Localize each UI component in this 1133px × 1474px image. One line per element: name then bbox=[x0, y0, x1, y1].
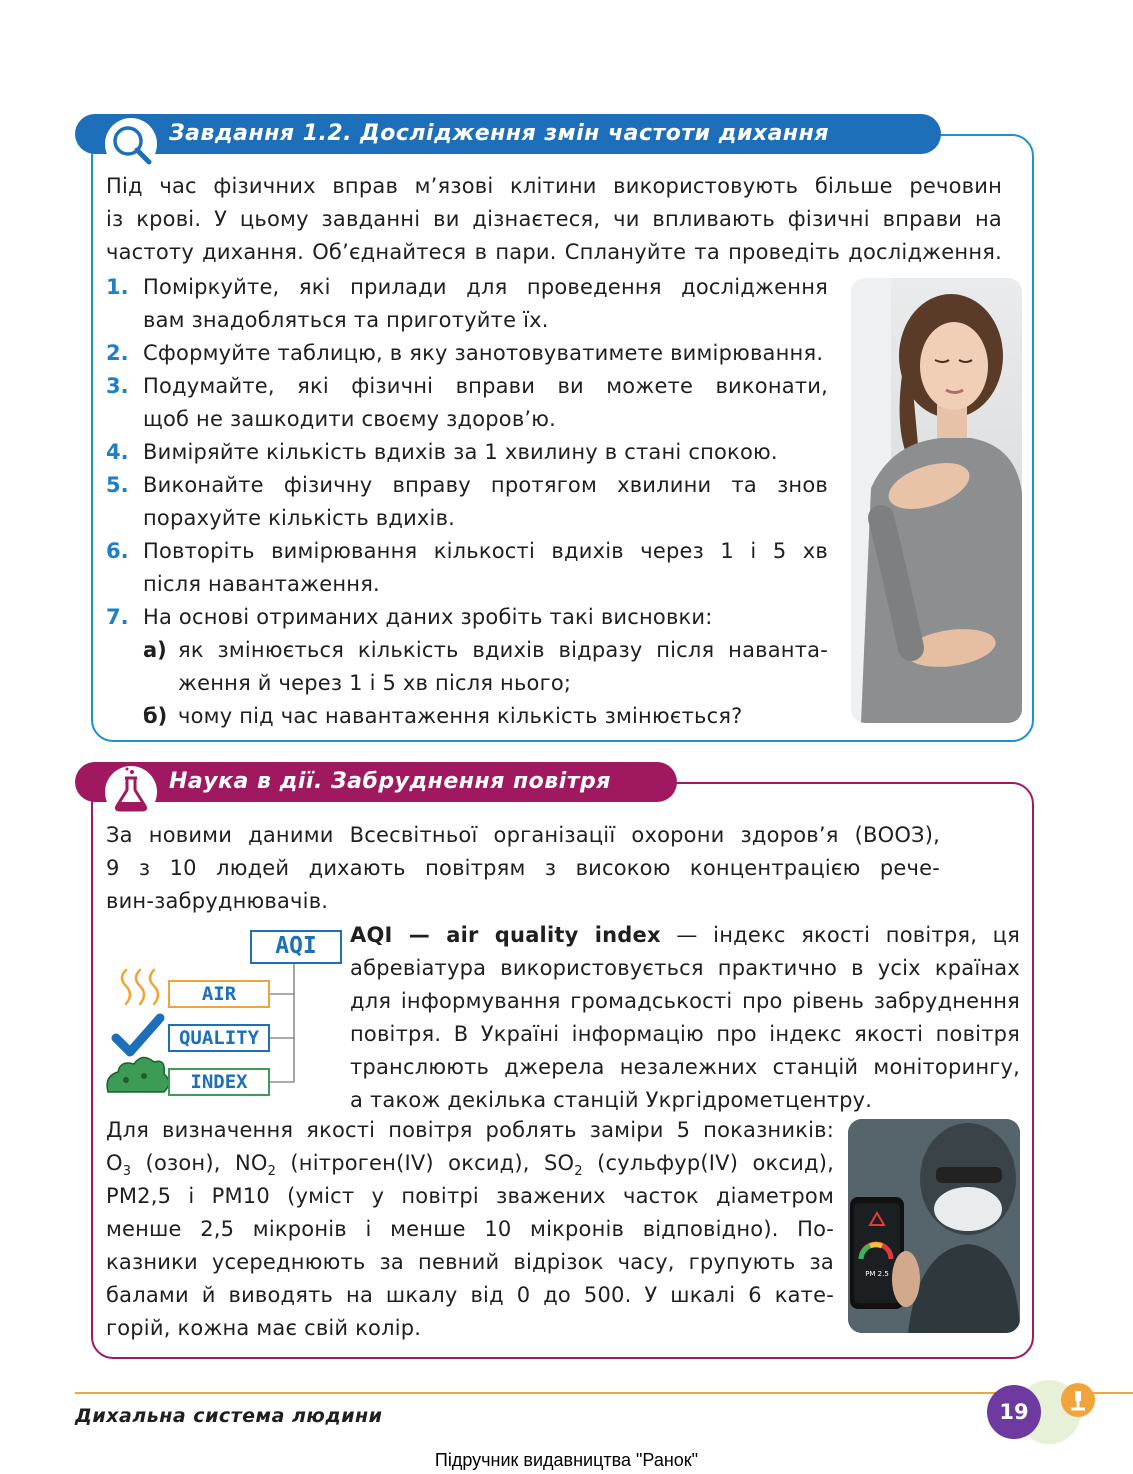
task-intro-line: частоту дихання. Об’єднайтеся в пари. Сплануйте та проведіть дослідження. bbox=[106, 240, 1002, 264]
science-intro-line: 9 з 10 людей дихають повітрям з високою концентрацією рече- bbox=[106, 856, 940, 880]
measurement-line: PM2,5 і PM10 (уміст у повітрі зважених часток діаметром bbox=[106, 1184, 834, 1208]
task-intro bbox=[106, 170, 1002, 269]
index-label-box: INDEX bbox=[168, 1068, 270, 1096]
smartphone-aqi-photo bbox=[848, 1119, 1020, 1333]
step-number: 1. bbox=[106, 275, 129, 299]
footer-divider bbox=[75, 1392, 1133, 1394]
heat-waves-icon bbox=[122, 970, 158, 1004]
measurement-line: балами й виводять на шкалу від 0 до 500. У шкалі 6 кате- bbox=[106, 1283, 834, 1307]
aqi-term: AQI — air quality index bbox=[350, 923, 661, 947]
chapter-title: Дихальна система людини bbox=[75, 1405, 383, 1427]
step-text: щоб не зашкодити своєму здоров’ю. bbox=[143, 407, 557, 431]
so2-label: (сульфур(IV) оксид), bbox=[582, 1151, 834, 1175]
aqi-definition-line: для інформування громадськості про рівень забруднення bbox=[350, 989, 1020, 1013]
measurement-text bbox=[106, 1114, 834, 1345]
list-item bbox=[143, 700, 828, 733]
task-header-badge bbox=[105, 118, 157, 170]
aqi-definition-line: транслюють джерела незалежних станцій моніторингу, bbox=[350, 1055, 1020, 1079]
science-intro bbox=[106, 819, 940, 918]
ozone-formula: O bbox=[106, 1151, 123, 1175]
aqi-definition-line: повітря. В Україні інформацію про індекс якості повітря bbox=[350, 1022, 1020, 1046]
step-number: 6. bbox=[106, 539, 129, 563]
substep-letter: б) bbox=[143, 704, 168, 728]
aqi-definition-line: абревіатура використовується практично в усіх країнах bbox=[350, 956, 1020, 980]
task-intro-line: Під час фізичних вправ м’язові клітини використовують більше речовин bbox=[106, 174, 1002, 198]
step-text: порахуйте кількість вдихів. bbox=[143, 506, 456, 530]
aqi-diagram bbox=[104, 928, 344, 1093]
substep-text: як змінюється кількість вдихів відразу після наванта- bbox=[178, 638, 828, 662]
page-number: 19 bbox=[987, 1385, 1041, 1439]
no2-subscript: 2 bbox=[267, 1164, 277, 1180]
list-item bbox=[106, 370, 828, 436]
phone-screen-label: PM 2.5 bbox=[865, 1270, 889, 1278]
aqi-label-box: AQI bbox=[250, 930, 342, 964]
step-text: Сформуйте таблицю, в яку занотовуватимете вимірювання. bbox=[143, 341, 824, 365]
step-number: 5. bbox=[106, 473, 129, 497]
substep-text: чому під час навантаження кількість змінюється? bbox=[178, 704, 743, 728]
list-item bbox=[106, 436, 828, 469]
step-text: Виконайте фізичну вправу протягом хвилини та знов bbox=[143, 473, 828, 497]
measurement-line: менше 2,5 мікронів і менше 10 мікронів відповідно). По- bbox=[106, 1217, 834, 1241]
step-text: Поміркуйте, які прилади для проведення дослідження bbox=[143, 275, 828, 299]
substep-text: ження й через 1 і 5 хв після нього; bbox=[178, 671, 572, 695]
science-intro-line: За новими даними Всесвітньої організації охорони здоров’я (ВООЗ), bbox=[106, 823, 940, 847]
task-intro-line: із крові. У цьому завданні ви дізнаєтеся, чи впливають фізичні вправи на bbox=[106, 207, 1002, 231]
task-header bbox=[75, 114, 941, 154]
no2-label: (нітроген(IV) оксид), bbox=[276, 1151, 545, 1175]
step-text: На основі отриманих даних зробіть такі висновки: bbox=[143, 605, 713, 629]
publisher-credit: Підручник видавництва "Ранок" bbox=[434, 1450, 699, 1470]
list-item bbox=[106, 337, 828, 370]
so2-subscript: 2 bbox=[574, 1164, 583, 1180]
list-item bbox=[143, 634, 828, 700]
step-text: Виміряйте кількість вдихів за 1 хвилину в стані спокою. bbox=[143, 440, 778, 464]
step-text: Подумайте, які фізичні вправи ви можете виконати, bbox=[143, 374, 828, 398]
science-header bbox=[75, 762, 677, 802]
step-number: 7. bbox=[106, 605, 129, 629]
breathing-woman-photo bbox=[851, 278, 1022, 723]
measurement-line: казники усереднюють за певний відрізок часу, групують за bbox=[106, 1250, 834, 1274]
ozone-subscript: 3 bbox=[122, 1164, 132, 1180]
science-intro-line: вин-забруднювачів. bbox=[106, 889, 329, 913]
step-number: 2. bbox=[106, 341, 129, 365]
magnifier-icon bbox=[105, 118, 157, 170]
task-steps-list bbox=[106, 271, 828, 733]
microscope-icon bbox=[1061, 1383, 1095, 1417]
list-item bbox=[106, 469, 828, 535]
step-text: після навантаження. bbox=[143, 572, 380, 596]
bush-icon bbox=[107, 1057, 169, 1092]
no2-formula: NO bbox=[234, 1151, 268, 1175]
step-text: вам знадобляться та приготуйте їх. bbox=[143, 308, 549, 332]
flask-icon bbox=[105, 766, 157, 818]
step-number: 3. bbox=[106, 374, 129, 398]
aqi-definition-rest: — індекс якості повітря, ця bbox=[660, 923, 1020, 947]
list-item bbox=[106, 535, 828, 601]
so2-formula: SO bbox=[544, 1151, 575, 1175]
science-header-badge bbox=[105, 766, 157, 818]
step-number: 4. bbox=[106, 440, 129, 464]
step-text: Повторіть вимірювання кількості вдихів через 1 і 5 хв bbox=[143, 539, 828, 563]
task-title: Завдання 1.2. Дослідження змін частоти дихання bbox=[169, 121, 829, 146]
substep-letter: а) bbox=[143, 638, 167, 662]
measurement-line: горій, кожна має свій колір. bbox=[106, 1316, 422, 1340]
ozone-label: (озон), bbox=[131, 1151, 235, 1175]
aqi-definition-line bbox=[350, 919, 1020, 952]
list-item bbox=[106, 601, 828, 634]
measurement-line: Для визначення якості повітря роблять заміри 5 показників: bbox=[106, 1118, 834, 1142]
air-label-box: AIR bbox=[168, 980, 270, 1008]
check-mark-icon bbox=[116, 1018, 160, 1052]
aqi-definition-line: а також декілька станцій Укргідрометцентру. bbox=[350, 1088, 873, 1112]
quality-label-box: QUALITY bbox=[168, 1024, 270, 1052]
aqi-definition bbox=[350, 919, 1020, 1117]
list-item bbox=[106, 271, 828, 337]
measurement-line bbox=[106, 1147, 834, 1180]
science-title: Наука в дії. Забруднення повітря bbox=[169, 769, 611, 794]
